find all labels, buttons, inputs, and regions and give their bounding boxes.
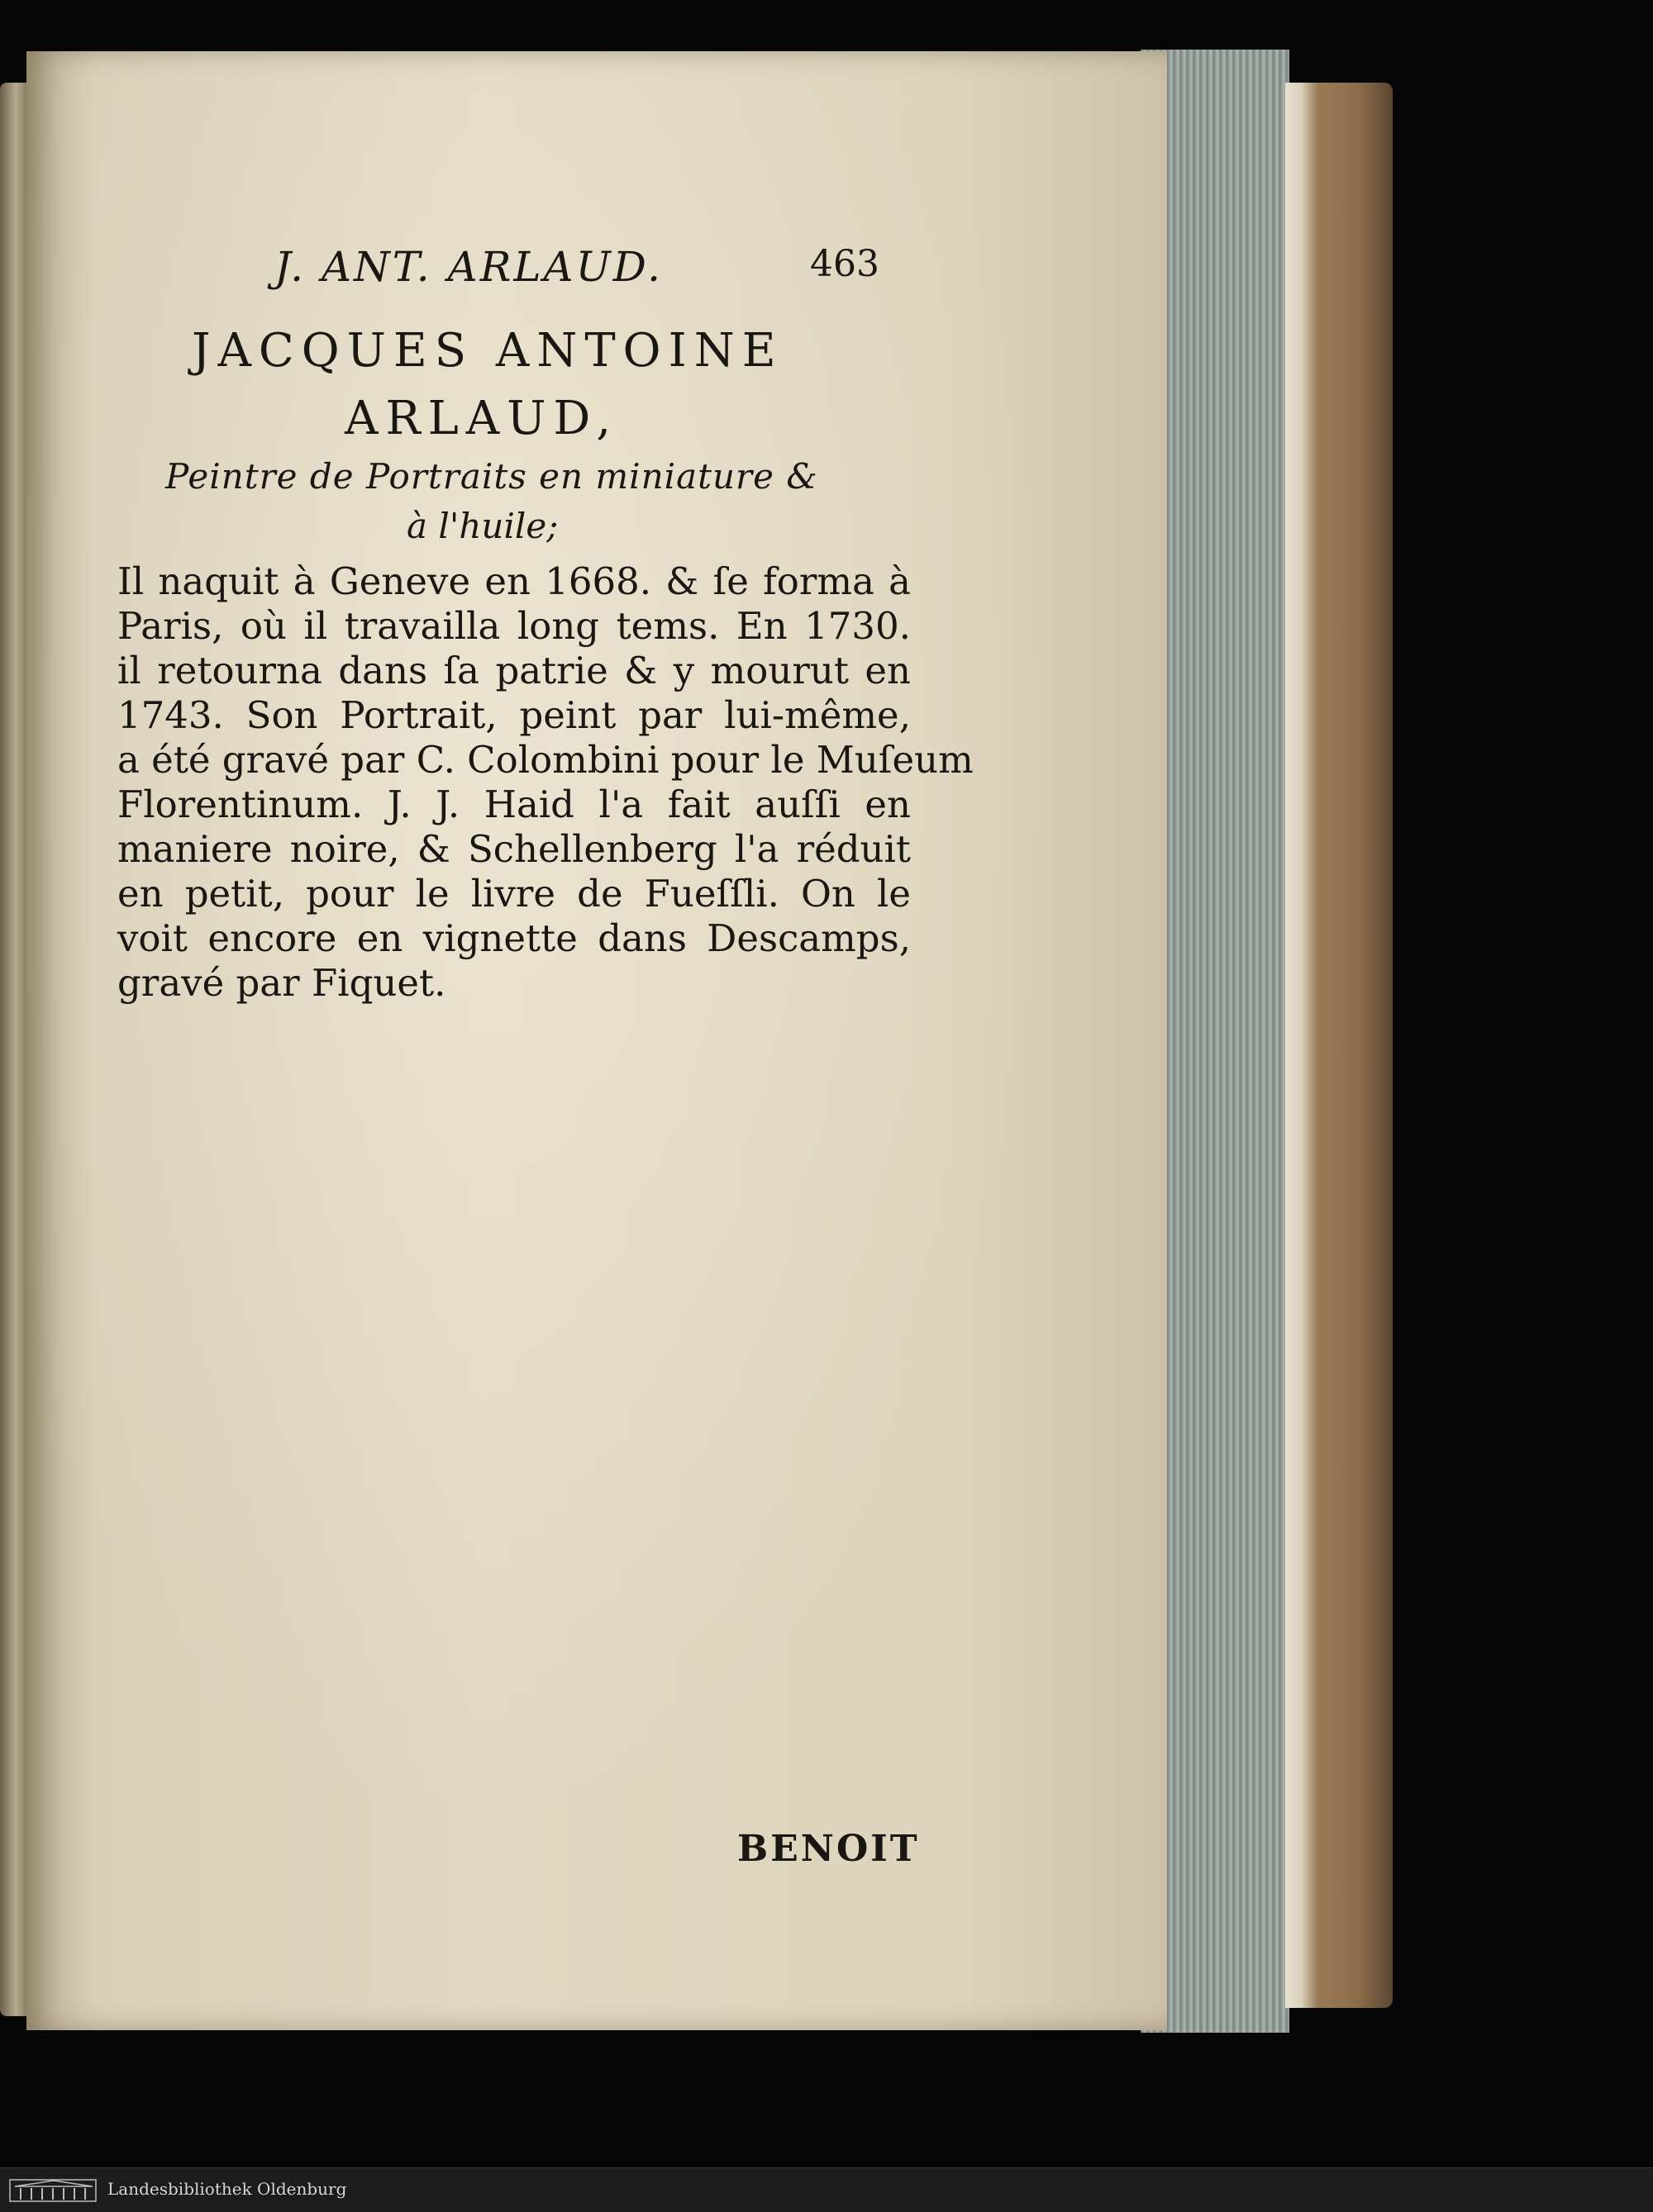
facing-page-edge [0,83,26,2016]
entry-title-line1: JACQUES ANTOINE [192,324,784,378]
body-line: voit encore en vignette dans Descamps, [117,916,911,960]
body-line: maniere noire, & Schellenberg l'a réduit [117,827,911,871]
body-line: en petit, pour le livre de Fueſſli. On le [117,872,911,916]
running-head: J. ANT. ARLAUD. [274,243,663,291]
page-number: 463 [810,243,879,285]
footer-institution: Landesbibliothek Oldenburg [107,2179,347,2199]
book-cover [1285,83,1393,2008]
body-line: Florentinum. J. J. Haid l'a fait auſſi en [117,783,911,826]
body-paragraph [117,559,974,1006]
page-text [26,51,1167,2030]
catchword: BENOIT [737,1828,920,1870]
entry-subtitle-line2: à l'huile; [407,506,559,546]
book-page [26,51,1167,2030]
body-line: gravé par Fiquet. [117,961,446,1005]
footer-bar [0,2167,1653,2212]
entry-title-line2: ARLAUD, [345,392,619,445]
body-line: a été gravé par C. Colombini pour le Muſeum [117,738,974,782]
library-logo-icon [8,2176,99,2205]
body-line: il retourna dans ſa patrie & y mourut en [117,649,911,692]
body-line: Paris, où il travailla long tems. En 1730. [117,604,911,648]
entry-subtitle-line1: Peintre de Portraits en miniature & [165,456,818,497]
body-line: 1743. Son Portrait, peint par lui-même, [117,693,911,737]
body-line: Il naquit à Geneve en 1668. & ſe forma à [117,559,911,603]
